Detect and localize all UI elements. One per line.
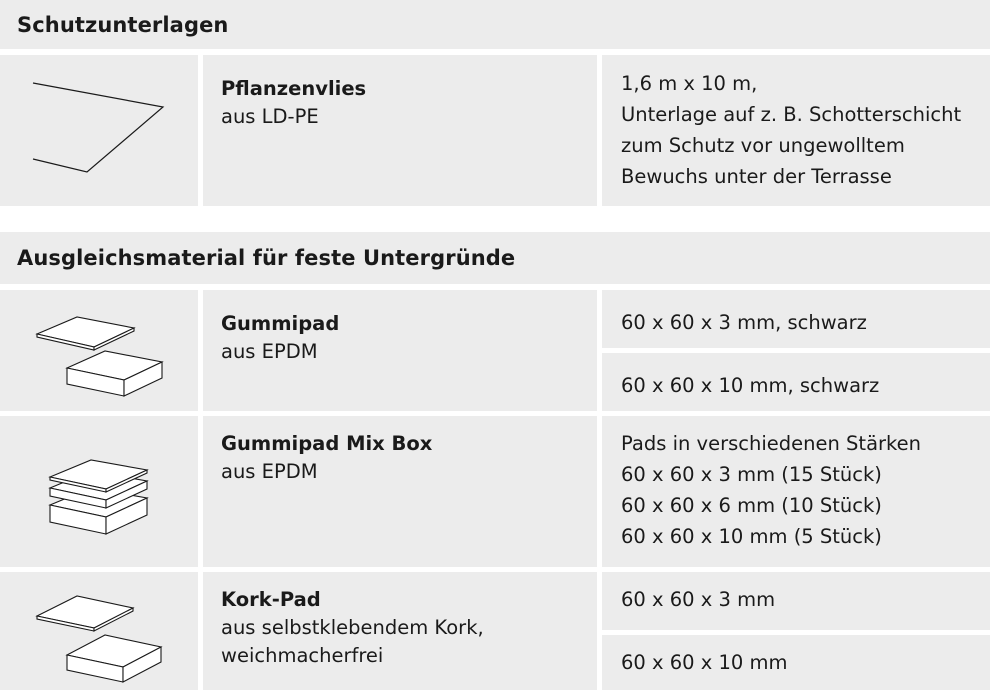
- product-name: Kork-Pad: [221, 588, 321, 611]
- rubber-pads-icon: [0, 290, 198, 411]
- spec-line: zum Schutz vor ungewolltem: [621, 134, 905, 157]
- product-image-cell: [0, 290, 198, 411]
- section-header-ausgleichsmaterial: [0, 232, 990, 284]
- spec-line: 60 x 60 x 3 mm (15 Stück): [621, 463, 882, 486]
- product-material: weichmacherfrei: [221, 644, 384, 667]
- spec-line: 1,6 m x 10 m,: [621, 72, 758, 95]
- section-header-schutzunterlagen: [0, 0, 990, 49]
- product-name: Gummipad Mix Box: [221, 432, 433, 455]
- product-spec-cell: [602, 290, 990, 348]
- spec-line: Pads in verschiedenen Stärken: [621, 432, 921, 455]
- spec-line: 60 x 60 x 3 mm, schwarz: [621, 311, 867, 334]
- product-image-cell: [0, 416, 198, 567]
- spec-line: 60 x 60 x 6 mm (10 Stück): [621, 494, 882, 517]
- product-spec-cell: [602, 572, 990, 630]
- spec-line: 60 x 60 x 3 mm: [621, 588, 776, 611]
- spec-line: 60 x 60 x 10 mm (5 Stück): [621, 525, 882, 548]
- section-title: Schutzunterlagen: [17, 12, 229, 37]
- product-name: Pflanzenvlies: [221, 77, 367, 100]
- product-spec-cell: [602, 353, 990, 411]
- spec-line: Unterlage auf z. B. Schotterschicht: [621, 103, 962, 126]
- product-name-cell: [203, 55, 597, 206]
- product-name-cell: [203, 572, 597, 690]
- product-name-cell: [203, 416, 597, 567]
- product-material: aus LD-PE: [221, 105, 319, 128]
- product-material: aus selbstklebendem Kork,: [221, 616, 484, 639]
- stacked-pads-icon: [0, 416, 198, 567]
- product-spec-cell: [602, 55, 990, 206]
- product-spec-cell: [602, 416, 990, 567]
- fleece-sheet-icon: [0, 55, 198, 206]
- product-name: Gummipad: [221, 312, 340, 335]
- product-image-cell: [0, 55, 198, 206]
- cork-pads-icon: [0, 572, 198, 690]
- product-spec-cell: [602, 635, 990, 690]
- section-title: Ausgleichsmaterial für feste Untergründe: [17, 246, 516, 270]
- spec-line: 60 x 60 x 10 mm: [621, 651, 788, 674]
- spec-line: Bewuchs unter der Terrasse: [621, 165, 892, 188]
- product-material: aus EPDM: [221, 340, 318, 363]
- product-image-cell: [0, 572, 198, 690]
- product-material: aus EPDM: [221, 460, 318, 483]
- spec-line: 60 x 60 x 10 mm, schwarz: [621, 374, 880, 397]
- product-name-cell: [203, 290, 597, 411]
